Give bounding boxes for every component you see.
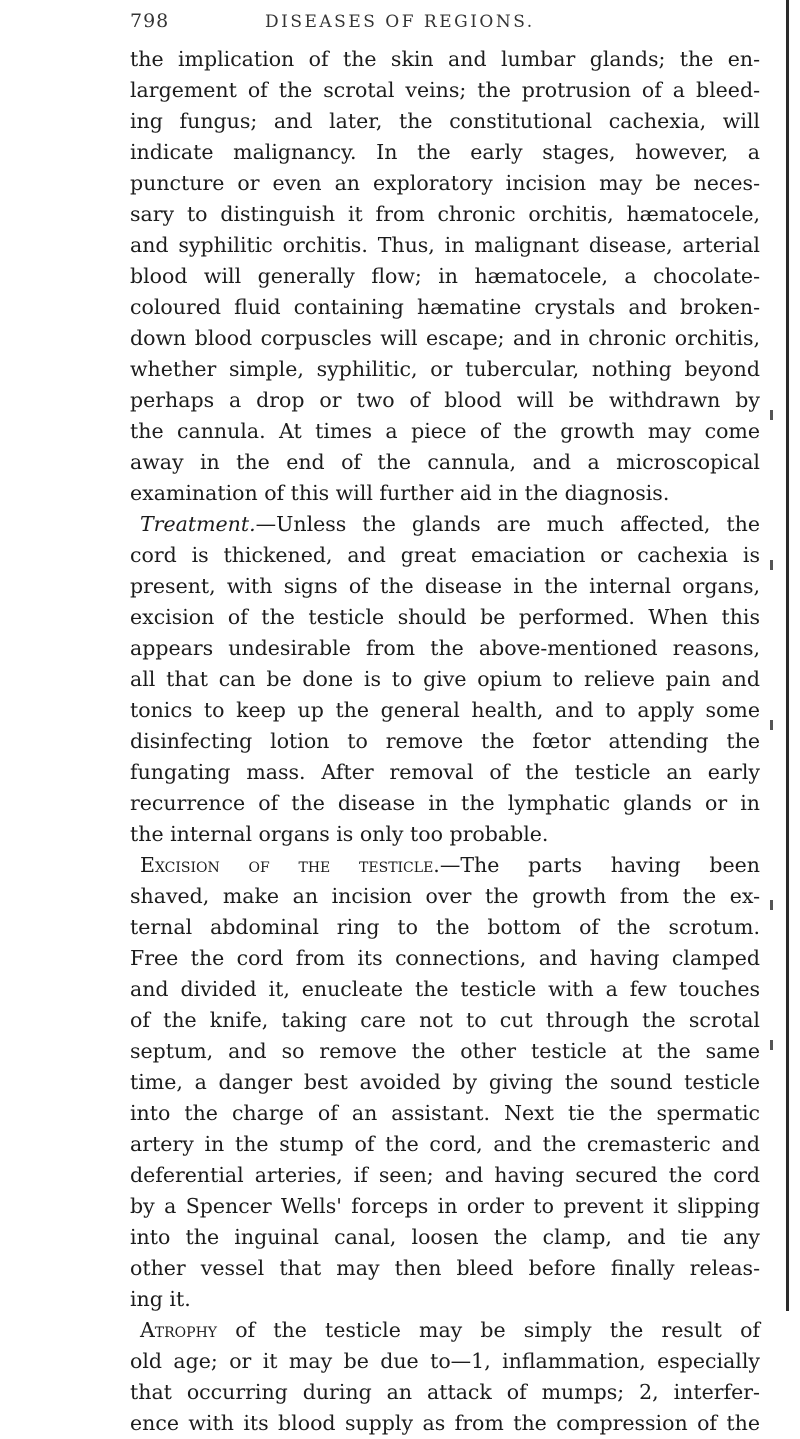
edge-mark <box>770 720 773 730</box>
excision-paragraph-start <box>130 850 760 881</box>
text-line: deferential arteries, if seen; and having secured the cord <box>130 1163 760 1187</box>
text-line: indicate malignancy. In the early stages, however, a <box>130 140 760 164</box>
text-line: ing fungus; and later, the constitutional cachexia, will <box>130 109 760 133</box>
text-line: Free the cord from its connections, and having clamped <box>130 946 760 970</box>
text-line: into the charge of an assistant. Next tie the spermatic <box>130 1101 760 1125</box>
text-line: ing it. <box>130 1287 191 1311</box>
text-line: perhaps a drop or two of blood will be withdrawn by <box>130 388 760 412</box>
text-line: all that can be done is to give opium to relieve pain and <box>130 667 760 691</box>
text-line: sary to distinguish it from chronic orchitis, hæmatocele, <box>130 202 760 226</box>
edge-mark <box>770 900 773 910</box>
text-line: disinfecting lotion to remove the fœtor attending the <box>130 729 760 753</box>
text-line: and divided it, enucleate the testicle with a few touches <box>130 977 760 1001</box>
text-line: and syphilitic orchitis. Thus, in malignant disease, arterial <box>130 233 760 257</box>
text-line: present, with signs of the disease in the internal organs, <box>130 574 760 598</box>
treatment-heading: Treatment. <box>140 512 256 536</box>
text-line: down blood corpuscles will escape; and in chronic orchitis, <box>130 326 760 350</box>
text-line: into the inguinal canal, loosen the clamp, and tie any <box>130 1225 760 1249</box>
text-line: tonics to keep up the general health, and to apply some <box>130 698 760 722</box>
text-line: coloured fluid containing hæmatine crystals and broken- <box>130 295 760 319</box>
text-fragment: of the testicle may be simply the result of <box>217 1318 760 1342</box>
text-line: ternal abdominal ring to the bottom of the scrotum. <box>130 915 760 939</box>
running-title: DISEASES OF REGIONS. <box>265 12 535 32</box>
text-line: by a Spencer Wells' forceps in order to prevent it slipping <box>130 1194 760 1218</box>
text-line: shaved, make an incision over the growth from the ex- <box>130 884 760 908</box>
text-fragment: —Unless the glands are much affected, the <box>255 512 760 536</box>
text-line: the internal organs is only too probable. <box>130 822 549 846</box>
edge-mark <box>770 410 773 420</box>
text-line: old age; or it may be due to—1, inflammation, especially <box>130 1349 760 1373</box>
text-line: largement of the scrotal veins; the protrusion of a bleed- <box>130 78 760 102</box>
text-line: other vessel that may then bleed before finally releas- <box>130 1256 760 1280</box>
text-line: ence with its blood supply as from the compression of the <box>130 1411 760 1435</box>
text-line: that occurring during an attack of mumps; 2, interfer- <box>130 1380 760 1404</box>
text-line: of the knife, taking care not to cut through the scrotal <box>130 1008 760 1032</box>
text-line: away in the end of the cannula, and a microscopical <box>130 450 760 474</box>
edge-mark <box>770 1040 773 1050</box>
text-line: time, a danger best avoided by giving the sound testicle <box>130 1070 760 1094</box>
text-line: fungating mass. After removal of the testicle an early <box>130 760 760 784</box>
text-fragment: —The parts having been <box>439 853 761 877</box>
text-line: recurrence of the disease in the lymphatic glands or in <box>130 791 760 815</box>
text-line: cord is thickened, and great emaciation or cachexia is <box>130 543 760 567</box>
page-number: 798 <box>130 10 170 32</box>
text-line: puncture or even an exploratory incision may be neces- <box>130 171 760 195</box>
text-line: septum, and so remove the other testicle at the same <box>130 1039 760 1063</box>
text-line: the implication of the skin and lumbar glands; the en- <box>130 47 760 71</box>
edge-mark <box>770 560 773 570</box>
treatment-paragraph-start <box>130 509 760 540</box>
atrophy-paragraph-start <box>130 1315 760 1346</box>
text-line: whether simple, syphilitic, or tubercular, nothing beyond <box>130 357 760 381</box>
text-line: appears undesirable from the above-mentioned reasons, <box>130 636 760 660</box>
page-edge-shadow <box>786 0 789 1311</box>
body-text <box>130 44 760 1439</box>
text-line: excision of the testicle should be performed. When this <box>130 605 760 629</box>
excision-heading: Excision of the testicle. <box>140 853 440 877</box>
text-line: examination of this will further aid in the diagnosis. <box>130 481 670 505</box>
atrophy-heading: Atrophy <box>140 1318 218 1342</box>
text-line: blood will generally flow; in hæmatocele, a chocolate- <box>130 264 760 288</box>
text-line: artery in the stump of the cord, and the cremasteric and <box>130 1132 760 1156</box>
text-line: the cannula. At times a piece of the growth may come <box>130 419 760 443</box>
